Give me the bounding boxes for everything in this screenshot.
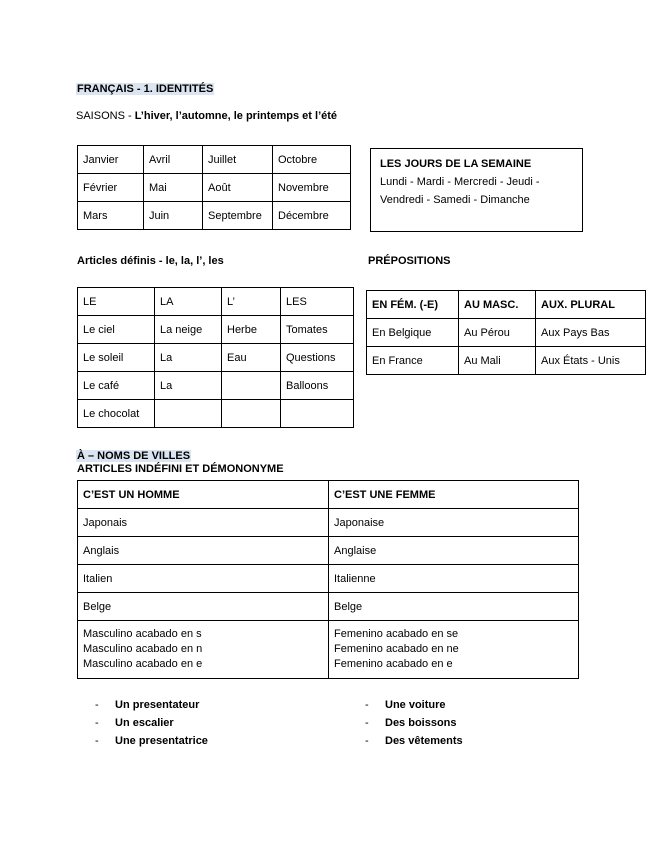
table-header-cell: C’EST UNE FEMME xyxy=(329,481,579,509)
page-title: FRANÇAIS - 1. IDENTITÉS xyxy=(77,83,214,95)
bullet-dash: - xyxy=(365,717,369,729)
table-cell: Japonais xyxy=(78,509,329,537)
table-cell xyxy=(281,400,354,428)
prepositions-heading: PRÉPOSITIONS xyxy=(368,255,451,267)
bullet-list-right xyxy=(365,696,463,750)
list-item: - Une voiture xyxy=(365,696,463,714)
table-cell xyxy=(78,621,329,679)
table-cell: Le café xyxy=(78,372,155,400)
table-header-cell: AU MASC. xyxy=(459,291,536,319)
saisons-subtitle: L’hiver, l’automne, le printemps et l’été xyxy=(134,110,338,122)
table-cell: Belge xyxy=(329,593,579,621)
articles-table xyxy=(77,287,354,428)
table-cell: Juin xyxy=(144,202,203,230)
table-cell: Au Pérou xyxy=(459,319,536,347)
table-row xyxy=(367,347,646,375)
rule-line: Femenino acabado en e xyxy=(334,658,453,670)
table-row xyxy=(78,509,579,537)
table-cell: Mars xyxy=(78,202,144,230)
table-cell: En France xyxy=(367,347,459,375)
table-row xyxy=(367,319,646,347)
list-item: - Des vêtements xyxy=(365,732,463,750)
table-cell xyxy=(329,621,579,679)
table-cell: Aux Pays Bas xyxy=(536,319,646,347)
table-cell: Décembre xyxy=(273,202,351,230)
table-header-row xyxy=(78,481,579,509)
bullet-dash: - xyxy=(95,717,99,729)
prepositions-table xyxy=(366,290,646,375)
months-table xyxy=(77,145,351,230)
table-row xyxy=(78,288,354,316)
table-row xyxy=(78,174,351,202)
table-cell: Mai xyxy=(144,174,203,202)
table-cell: Questions xyxy=(281,344,354,372)
table-cell: La neige xyxy=(155,316,222,344)
table-cell: Janvier xyxy=(78,146,144,174)
table-cell: Italienne xyxy=(329,565,579,593)
table-cell: LE xyxy=(78,288,155,316)
bullet-dash: - xyxy=(95,735,99,747)
list-item: - Des boissons xyxy=(365,714,463,732)
villes-heading: À – NOMS DE VILLES xyxy=(77,450,191,462)
table-row xyxy=(78,146,351,174)
table-cell: LES xyxy=(281,288,354,316)
table-cell: La xyxy=(155,344,222,372)
table-cell: La xyxy=(155,372,222,400)
rule-line: Masculino acabado en e xyxy=(83,658,203,670)
villes-subheading: ARTICLES INDÉFINI ET DÉMONONYME xyxy=(77,463,284,475)
table-cell: Eau xyxy=(222,344,281,372)
table-row xyxy=(78,316,354,344)
table-row xyxy=(78,400,354,428)
table-cell: Octobre xyxy=(273,146,351,174)
table-row xyxy=(78,565,579,593)
rule-line: Femenino acabado en ne xyxy=(334,643,459,655)
bullet-dash: - xyxy=(95,699,99,711)
table-cell: Japonaise xyxy=(329,509,579,537)
rule-line: Masculino acabado en n xyxy=(83,643,203,655)
table-cell: Juillet xyxy=(203,146,273,174)
table-cell: Anglais xyxy=(78,537,329,565)
table-cell: Le chocolat xyxy=(78,400,155,428)
rule-line: Masculino acabado en s xyxy=(83,628,202,640)
table-cell: Novembre xyxy=(273,174,351,202)
list-item: - Une presentatrice xyxy=(95,732,208,750)
table-header-cell: EN FÉM. (-E) xyxy=(367,291,459,319)
list-item: - Un escalier xyxy=(95,714,208,732)
table-cell: Août xyxy=(203,174,273,202)
saisons-label: SAISONS - xyxy=(76,110,135,122)
table-cell: Le ciel xyxy=(78,316,155,344)
bullet-list-left xyxy=(95,696,208,750)
table-cell: Italien xyxy=(78,565,329,593)
rule-line: Femenino acabado en se xyxy=(334,628,459,640)
table-cell: En Belgique xyxy=(367,319,459,347)
villes-table xyxy=(77,480,579,679)
list-item: - Un presentateur xyxy=(95,696,208,714)
table-cell: Février xyxy=(78,174,144,202)
table-header-row xyxy=(367,291,646,319)
table-header-cell: AUX. PLURAL xyxy=(536,291,646,319)
saisons-heading xyxy=(76,110,337,122)
table-cell: LA xyxy=(155,288,222,316)
table-cell xyxy=(222,372,281,400)
table-cell: Tomates xyxy=(281,316,354,344)
table-row xyxy=(78,537,579,565)
table-row xyxy=(78,593,579,621)
table-row xyxy=(78,344,354,372)
table-cell: Anglaise xyxy=(329,537,579,565)
table-row xyxy=(78,202,351,230)
table-row xyxy=(78,372,354,400)
table-cell: Avril xyxy=(144,146,203,174)
table-cell: Septembre xyxy=(203,202,273,230)
jours-box xyxy=(370,148,583,232)
jours-line: Vendredi - Samedi - Dimanche xyxy=(380,194,530,206)
table-cell xyxy=(155,400,222,428)
table-cell: Le soleil xyxy=(78,344,155,372)
table-cell xyxy=(222,400,281,428)
jours-heading: LES JOURS DE LA SEMAINE xyxy=(380,158,532,170)
bullet-dash: - xyxy=(365,699,369,711)
table-cell: Belge xyxy=(78,593,329,621)
table-cell: Herbe xyxy=(222,316,281,344)
articles-heading: Articles définis - le, la, l’, les xyxy=(77,255,224,267)
jours-line: Lundi - Mardi - Mercredi - Jeudi - xyxy=(380,176,540,188)
table-header-cell: C’EST UN HOMME xyxy=(78,481,329,509)
table-cell: Balloons xyxy=(281,372,354,400)
bullet-dash: - xyxy=(365,735,369,747)
table-cell: L’ xyxy=(222,288,281,316)
table-row xyxy=(78,621,579,679)
table-cell: Au Mali xyxy=(459,347,536,375)
table-cell: Aux États - Unis xyxy=(536,347,646,375)
